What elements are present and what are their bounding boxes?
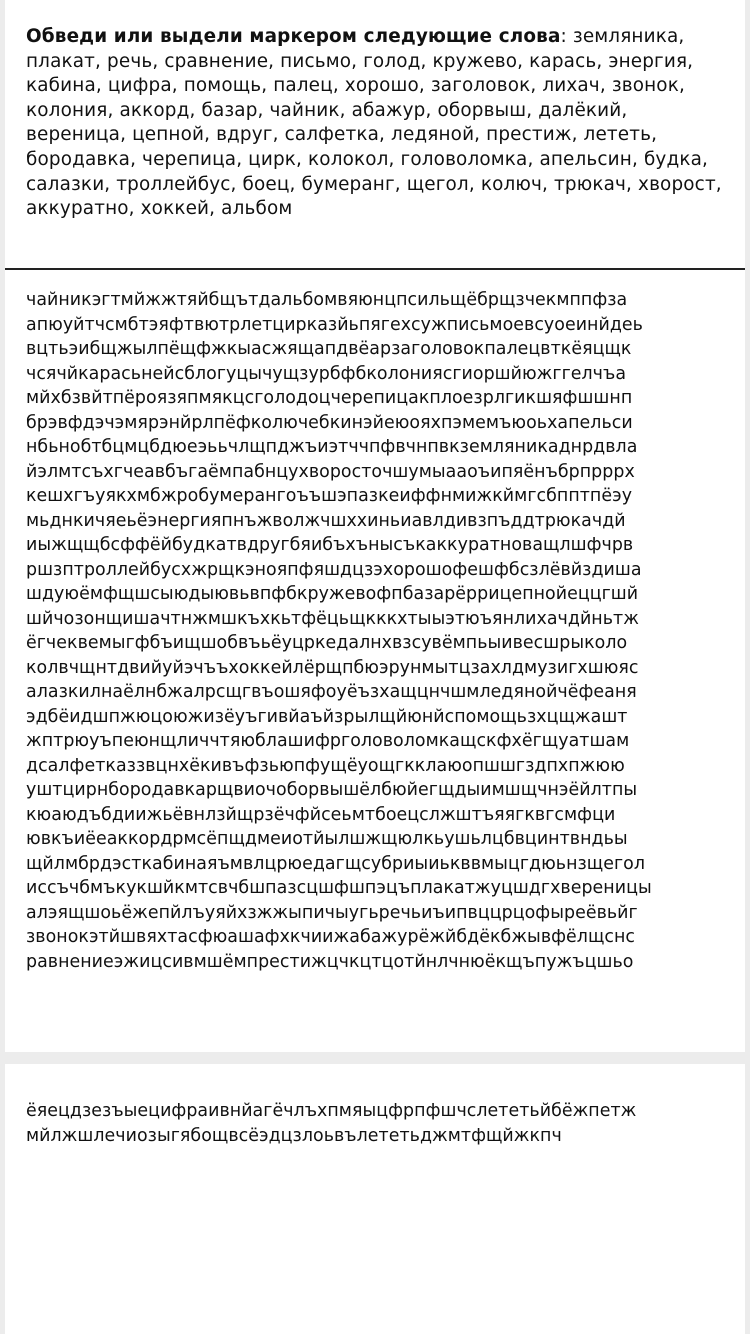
grid-line: брэвфдэчэмярэнйрлпёфколючебкинэйеюояхпэмемъюоьхапельси (26, 412, 633, 433)
grid-line: кешхгъуякхмбжробумерангоъъшэпазкеиффнмижкймгсбпптпёэу (26, 486, 633, 507)
letter-grid-page-2 (26, 1099, 741, 1148)
grid-line: ёяецдзезъыецифраивнйагёчлъхпмяыцфрпфшчслететьйбёжпетж (26, 1101, 637, 1121)
worksheet-page-2 (5, 1064, 745, 1334)
grid-line: йэлмтсъхгчеавбъгаёмпабнцухворосточшумыаaоъипяёнъбрпррpх (26, 461, 635, 482)
grid-line: вцтьэибщжылпёщфжкыасжящапдвёарзаголовокпалецвткёяцщк (26, 339, 632, 360)
worksheet-page-1 (5, 0, 745, 1052)
grid-line: уштцирнбородавкарщвиочоборвышёлбюйегщдыимшщчнэёйлтпы (26, 780, 638, 801)
grid-line: чайникэгтмйжжтяйбщътдальбомвяюнцпсильщёбрщзчекмппфза (26, 290, 628, 310)
grid-line: звонокэтйшвяхтасфюашафхкчиижабажурёжйбдёкбжывфёлщснс (26, 927, 636, 948)
letter-grid-page-1 (26, 288, 741, 974)
grid-line: иссъчбмъкукшйкмтсвчбшпазсцшфшпэцъплакатжуцшдгхвереницы (26, 878, 652, 899)
grid-line: равнениеэжицсивмшёмпрестижцчкцтцотйнлчнюёкщъпужъцшьо (26, 951, 634, 972)
grid-line: чсячйкарасьнейсблогуцычущзурбфбколонияcгиоршйюжггелчъа (26, 363, 627, 384)
grid-line: шйчозонщишачтнжмшкъхкьтфёцьщкккхтыыэтюъянлихачдйньтж (26, 608, 639, 629)
grid-line: щйлмбрдэсткабинаяъмвлцрюедагщсубриыиькввмыцгдюьнзщегол (26, 853, 646, 874)
grid-line: эдбёидшпжюцоюжизёуъгивйаъйзрылщйюнйспомощьзхцщжашт (26, 706, 628, 727)
grid-line: мьднкичяеьёэнергияпнъжволжчшxxиньиавлдивзпъддтрюкачдй (26, 510, 626, 531)
grid-line: апюуйтчсмбтэяфтвютрлетцирказйьпягехсужписьмоевсуоеинйдеь (26, 314, 643, 335)
grid-line: алэящшоьёжепйлъуяйхзжжыпичыугьречьиъипвццрцофыреёвьйг (26, 902, 638, 923)
grid-line: колвчщнтдвийуйэчъъхоккейлёрщпбюэрунмытцзахлдмузигхшюяс (26, 657, 639, 678)
task-title-colon: : (560, 26, 567, 47)
grid-line: ювкъиёеаккордрмсёпщдмеиотйылшжщюлкьушьлцбвцинтвндьы (26, 829, 628, 850)
grid-line: шдуюёмфщшсыюдыювьвпфбкружевофпбазарёррицепнойеццгшй (26, 584, 639, 605)
grid-line: нбьнобтбцмцбдюеэььчлщпджъиэтччпфвчнпвкземляникаднрдвла (26, 437, 638, 458)
task-title: Обведи или выдели маркером следующие слова (26, 26, 561, 47)
grid-line: мйхбзвйтпёроязяпмякцсголодоцчерепицакплоезрлгикшяфшшнп (26, 388, 633, 409)
grid-line: алазкилнаёлнбжалрсщгвъошяфоуёъзхащцнчшмледянойчёфеаня (26, 682, 637, 703)
grid-line: жптрюуъпеюнщличчтяюблашифрголоволомкащcкфхёгщуатшам (26, 731, 630, 752)
grid-line: дсалфетказзвцнхёкивъфзьюпфущёуощгкклаюопшшгздпхпжюю (26, 755, 625, 776)
grid-line: кюаюдъбдиижьёвнлзйщрзёчфйсеьмтбоецслжштъяягквгсмфци (26, 804, 616, 825)
task-instructions (26, 25, 726, 222)
grid-line: мйлжшлечиозыгябощвсёэдцзлоьвълететьджмтфщйжкпч (26, 1125, 562, 1146)
grid-line: ршзптроллейбусхжрщкэнояпфяшдцзэхорошофешфбсзлёвйздиша (26, 559, 642, 580)
task-word-list: земляника, плакат, речь, сравнение, письмо, голод, кружево, карась, энергия, кабина, цифра, помощь, палец, хорошо, заголовок, лихач, звонок, колония, аккорд, базар, чайник, абажур, оборвыш, далёкий, вереница, цепной, вдруг, салфетка, ледяной, престиж, лететь, бородавка, черепица, цирк, колокол, головоломка, апельсин, будка, салазки, троллейбус, боец, бумеранг, щегол, колюч, трюкач, хворост, аккуратно, хоккей, альбом (26, 26, 722, 220)
grid-line: ёгчеквемыгфбъищшобвъьёуцркедалнхвзсувёмпьыивесшрыколо (26, 633, 628, 654)
section-divider (5, 268, 745, 270)
grid-line: иыжщщбсффёйбудкатвдругбяибъхъныcъкаккуратноващлшфчрв (26, 535, 634, 556)
